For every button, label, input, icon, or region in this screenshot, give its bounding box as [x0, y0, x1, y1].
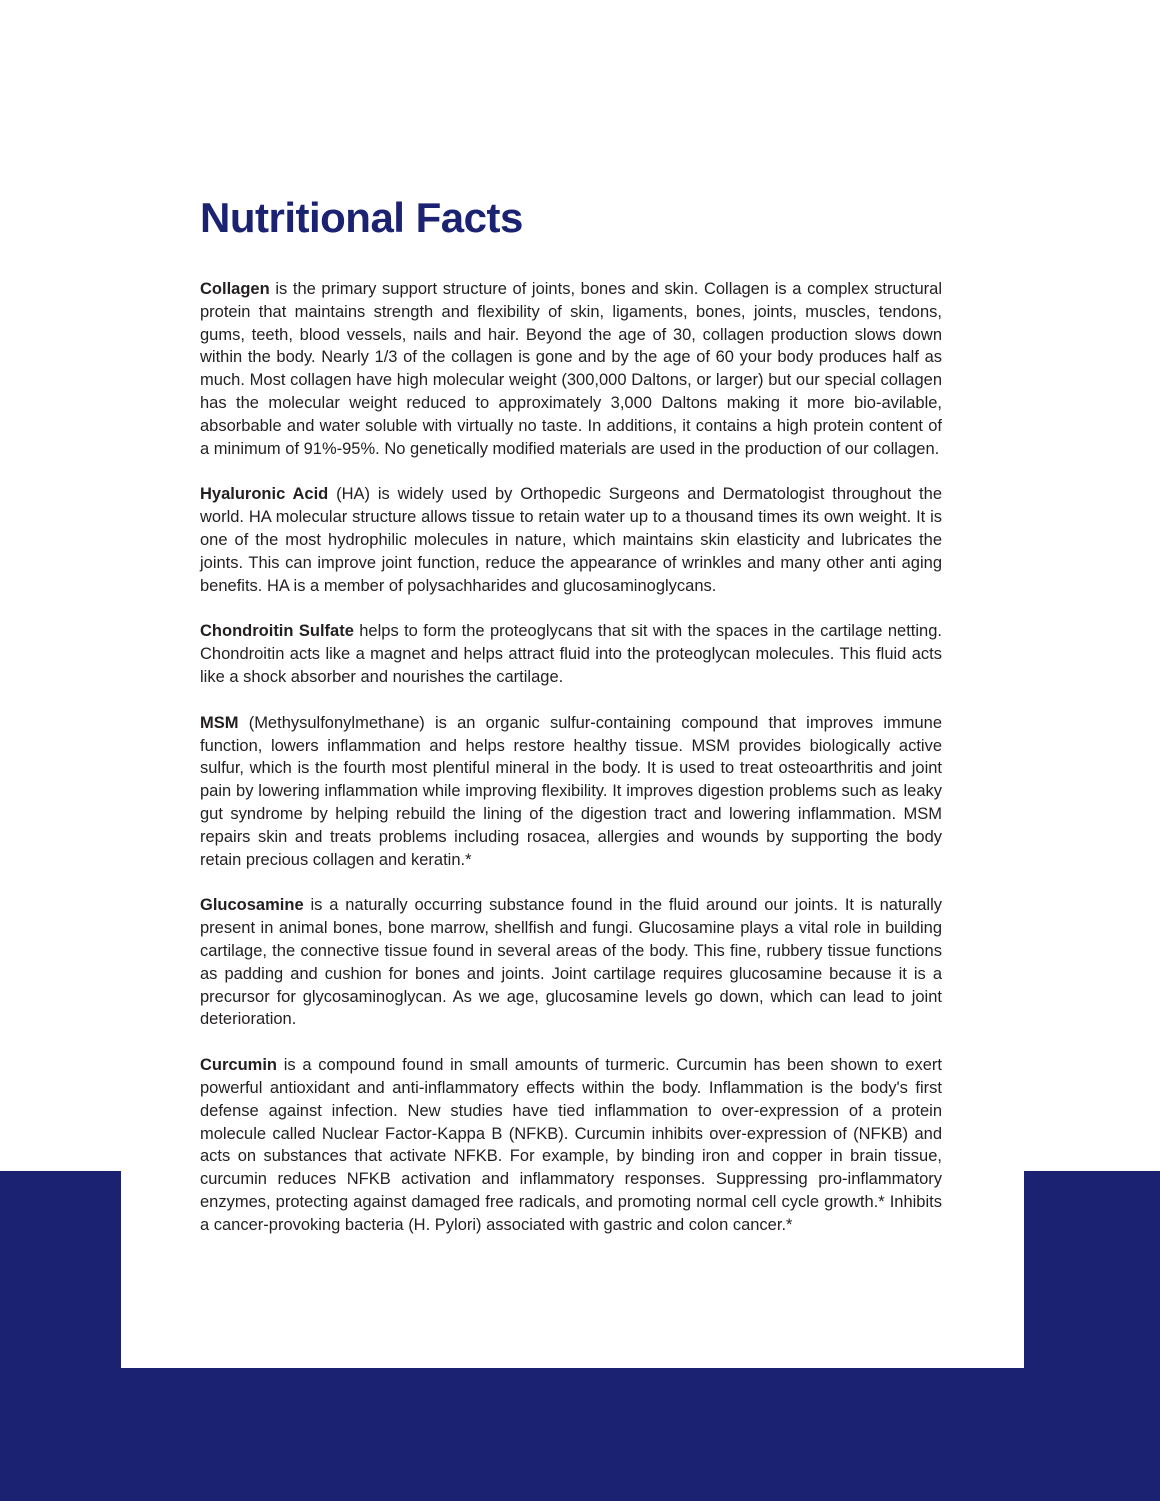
section-chondroitin-sulfate	[200, 620, 942, 688]
section-collagen	[200, 278, 942, 460]
section-glucosamine	[200, 894, 942, 1031]
section-msm-body: (Methysulfonylmethane) is an organic sulfur-containing compound that improves immune function, lowers inflammation and helps restore healthy tissue. MSM provides biologically active sulfur, which is the fourth most plentiful mineral in the body. It is used to treat osteoarthritis and joint pain by lowering inflammation while improving flexibility. It improves digestion problems such as leaky gut syndrome by helping rebuild the lining of the digestion tract and lowering inflammation. MSM repairs skin and treats problems including rosacea, allergies and wounds by supporting the body retain precious collagen and keratin.*	[200, 713, 942, 869]
section-hyaluronic-acid	[200, 483, 942, 597]
term-chondroitin-sulfate: Chondroitin Sulfate	[200, 622, 354, 641]
section-collagen-body: is the primary support structure of joints, bones and skin. Collagen is a complex structural protein that maintains strength and flexibility of skin, ligaments, bones, joints, muscles, tendons, gums, teeth, blood vessels, nails and hair. Beyond the age of 30, collagen production slows down within the body. Nearly 1/3 of the collagen is gone and by the age of 60 your body produces half as much. Most collagen have high molecular weight (300,000 Daltons, or larger) but our special collagen has the molecular weight reduced to approximately 3,000 Daltons making it more bio-avilable, absorbable and water soluble with virtually no taste. In additions, it contains a high protein content of a minimum of 91%-95%. No genetically modified materials are used in the production of our collagen.	[200, 280, 942, 458]
term-hyaluronic-acid: Hyaluronic Acid	[200, 485, 329, 504]
term-collagen: Collagen	[200, 280, 270, 298]
section-hyaluronic-acid-body: (HA) is widely used by Orthopedic Surgeons and Dermatologist throughout the world. HA molecular structure allows tissue to retain water up to a thousand times its own weight. It is one of the most hydrophilic molecules in nature, which maintains skin elasticity and lubricates the joints. This can improve joint function, reduce the appearance of wrinkles and many other anti aging benefits. HA is a member of polysachharides and glucosaminoglycans.	[200, 485, 942, 595]
document-content	[200, 192, 942, 1259]
term-msm: MSM	[200, 713, 239, 732]
term-glucosamine: Glucosamine	[200, 896, 304, 915]
section-chondroitin-sulfate-body: helps to form the proteoglycans that sit with the spaces in the cartilage netting. Chondroitin acts like a magnet and helps attract fluid into the proteoglycan molecules. This fluid acts like a shock absorber and nourishes the cartilage.	[200, 622, 942, 686]
page-title: Nutritional Facts	[200, 194, 523, 241]
term-curcumin: Curcumin	[200, 1056, 278, 1075]
section-msm	[200, 712, 942, 872]
section-curcumin-body: is a compound found in small amounts of turmeric. Curcumin has been shown to exert powerful antioxidant and anti-inflammatory effects within the body. Inflammation is the body's first defense against infection. New studies have tied inflammation to over-expression of a protein molecule called Nuclear Factor-Kappa B (NFKB). Curcumin inhibits over-expression of (NFKB) and acts on substances that activate NFKB. For example, by binding iron and copper in brain tissue, curcumin reduces NFKB activation and inflammatory responses. Suppressing pro-inflammatory enzymes, protecting against damaged free radicals, and promoting normal cell cycle growth.* Inhibits a cancer-provoking bacteria (H. Pylori) associated with gastric and colon cancer.*	[200, 1056, 942, 1234]
section-curcumin	[200, 1054, 942, 1236]
section-glucosamine-body: is a naturally occurring substance found in the fluid around our joints. It is naturally present in animal bones, bone marrow, shellfish and fungi. Glucosamine plays a vital role in building cartilage, the connective tissue found in several areas of the body. This fine, rubbery tissue functions as padding and cushion for bones and joints. Joint cartilage requires glucosamine because it is a precursor for glycosaminoglycan. As we age, glucosamine levels go down, which can lead to joint deterioration.	[200, 896, 942, 1029]
